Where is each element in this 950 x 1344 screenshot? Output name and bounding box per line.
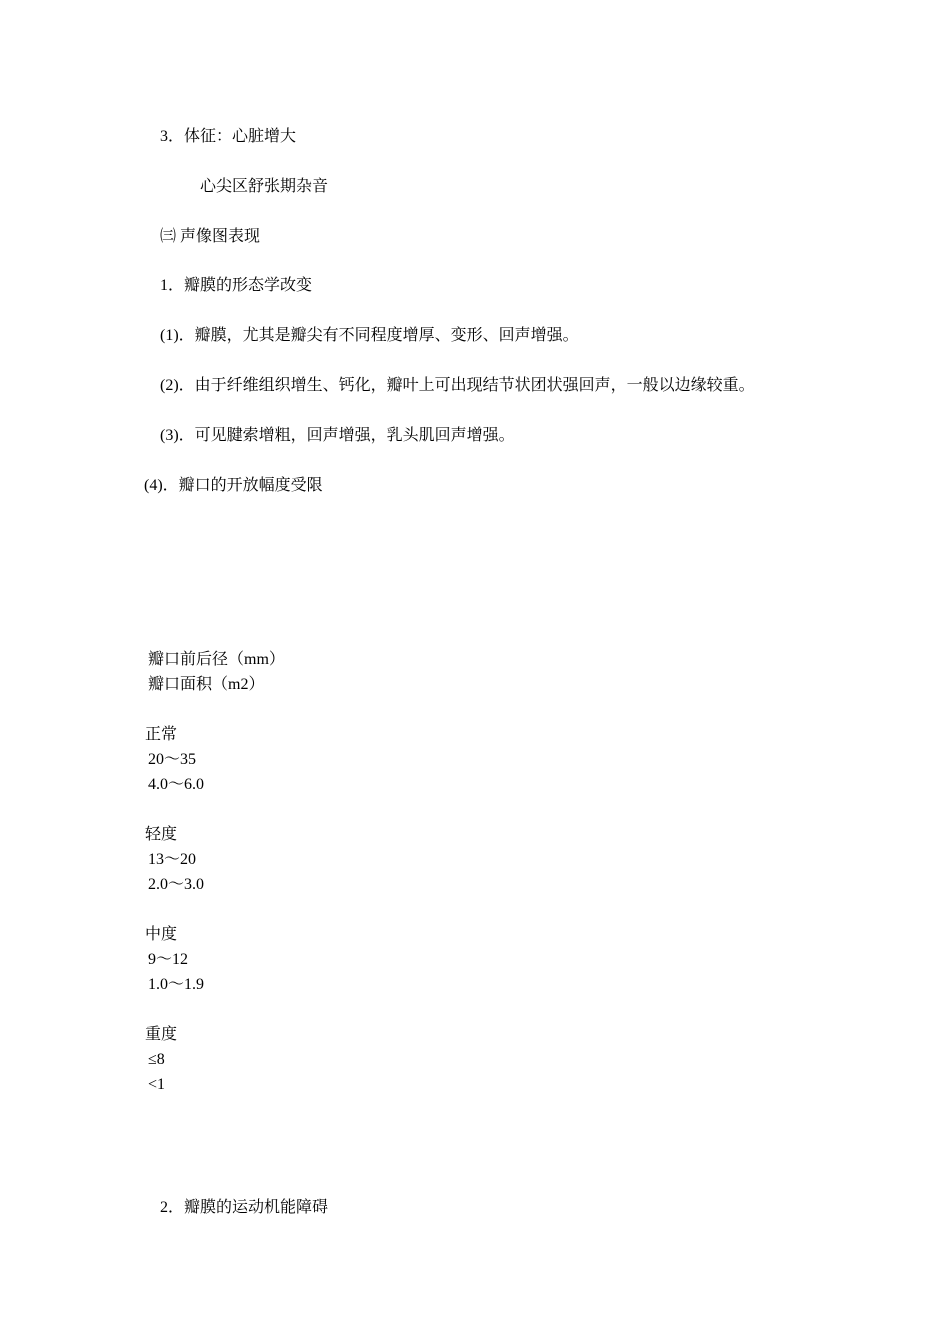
paragraph-item-4: (4)．瓣口的开放幅度受限 xyxy=(144,477,323,494)
table-header-area: 瓣口面积（m2） xyxy=(148,676,265,693)
table-area: 1.0～1.9 xyxy=(148,976,205,993)
paragraph-item-1: (1)．瓣膜，尤其是瓣尖有不同程度增厚、变形、回声增强。 xyxy=(160,327,579,344)
section-heading-sonography: ㈢ 声像图表现 xyxy=(160,228,261,245)
table-diameter: ≤8 xyxy=(148,1051,165,1068)
table-area: 2.0～3.0 xyxy=(148,876,205,893)
table-grade: 中度 xyxy=(145,926,178,943)
paragraph-morphology: 1．瓣膜的形态学改变 xyxy=(160,277,313,294)
paragraph-signs: 3．体征：心脏增大 xyxy=(160,128,297,145)
table-area: <1 xyxy=(148,1076,166,1093)
table-diameter: 13～20 xyxy=(148,851,197,868)
paragraph-murmur: 心尖区舒张期杂音 xyxy=(200,178,329,195)
table-grade: 正常 xyxy=(145,726,178,743)
paragraph-motion-dysfunction: 2．瓣膜的运动机能障碍 xyxy=(160,1199,329,1216)
table-header-diameter: 瓣口前后径（mm） xyxy=(148,651,285,668)
table-grade: 重度 xyxy=(145,1026,178,1043)
table-area: 4.0～6.0 xyxy=(148,776,205,793)
table-diameter: 9～12 xyxy=(148,951,189,968)
paragraph-item-3: (3)．可见腱索增粗，回声增强，乳头肌回声增强。 xyxy=(160,427,515,444)
table-grade: 轻度 xyxy=(145,826,178,843)
paragraph-item-2: (2)．由于纤维组织增生、钙化，瓣叶上可出现结节状团状强回声，一般以边缘较重。 xyxy=(160,377,755,394)
table-diameter: 20～35 xyxy=(148,751,197,768)
